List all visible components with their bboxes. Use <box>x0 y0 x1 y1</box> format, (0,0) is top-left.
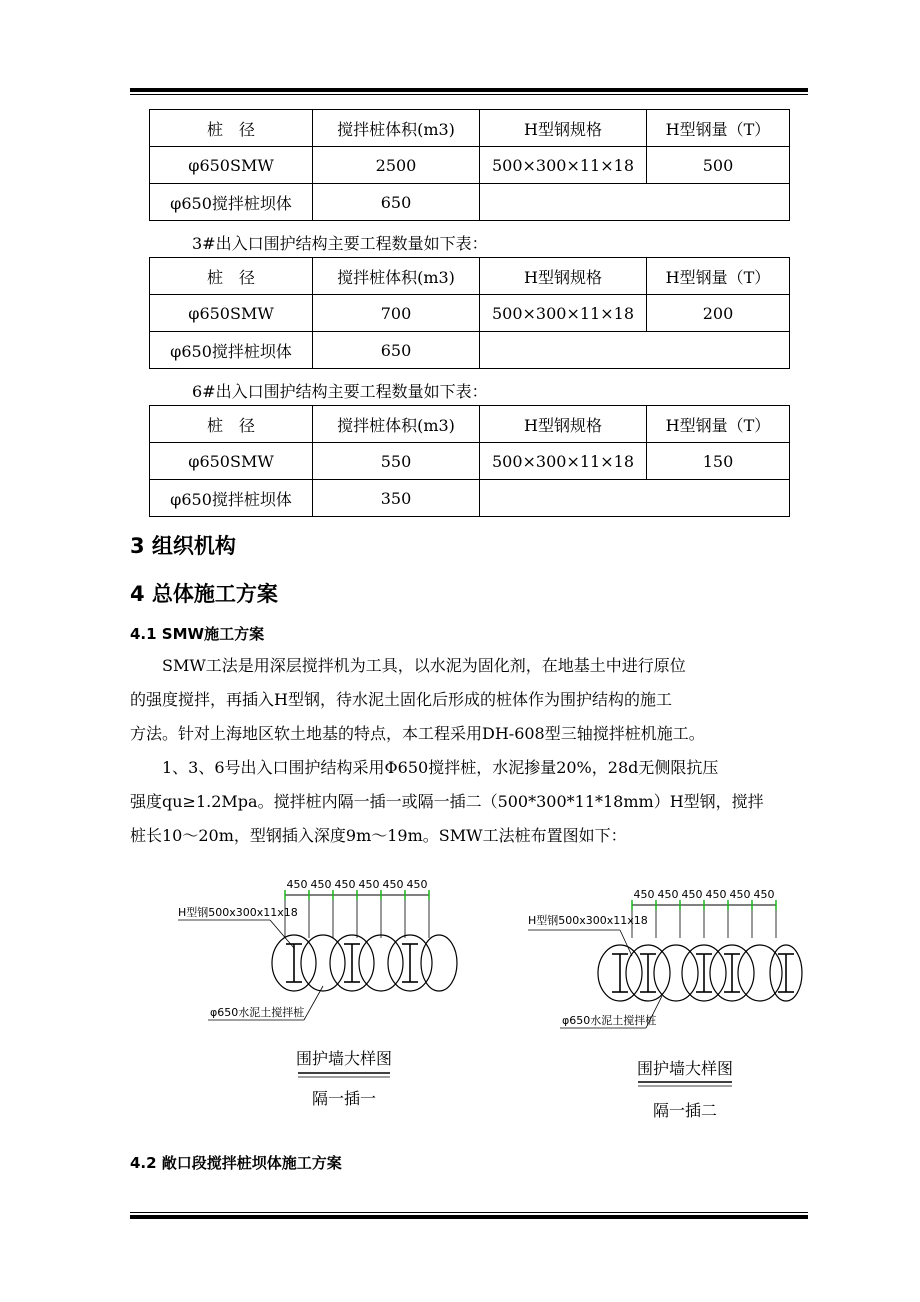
table-cell <box>480 332 647 369</box>
header-cell: 桩 径 <box>150 406 313 443</box>
figure-title: 围护墙大样图 <box>295 1049 393 1068</box>
header-cell: 桩 径 <box>150 110 313 147</box>
table-row <box>150 480 790 517</box>
footer-rule <box>130 1215 808 1219</box>
table-cell: φ650搅拌桩坝体 <box>150 332 313 369</box>
figure-title: 围护墙大样图 <box>636 1059 734 1078</box>
header-cell: 搅拌桩体积(m3) <box>313 258 480 295</box>
pile-label: φ650水泥土搅拌桩 <box>562 1014 657 1027</box>
table-row <box>150 295 790 332</box>
dimension-label: 450 <box>358 878 380 891</box>
section-4-1-heading: 4.1 SMW施工方案 <box>130 625 265 643</box>
table-cell: φ650搅拌桩坝体 <box>150 480 313 517</box>
table-cell: 650 <box>313 184 480 221</box>
table-cell: φ650SMW <box>150 295 313 332</box>
header-cell: H型钢规格 <box>480 258 647 295</box>
dimension-label: 450 <box>286 878 308 891</box>
quantity-table-2 <box>149 257 790 369</box>
figure-drawing <box>170 868 460 1128</box>
header-cell: 搅拌桩体积(m3) <box>313 406 480 443</box>
paragraph-smw-intro <box>130 649 810 751</box>
paragraph-line: 桩长10～20m，型钢插入深度9m～19m。SMW工法桩布置图如下： <box>130 826 627 845</box>
table-cell: 550 <box>313 443 480 480</box>
table-cell: 700 <box>313 295 480 332</box>
table-cell <box>647 480 790 517</box>
table-cell: φ650SMW <box>150 147 313 184</box>
header-cell: H型钢规格 <box>480 110 647 147</box>
figure-subtitle: 隔一插一 <box>311 1089 377 1108</box>
table-cell: 500 <box>647 147 790 184</box>
table-cell: 500×300×11×18 <box>480 443 647 480</box>
section-3-heading: 3 组织机构 <box>130 534 236 558</box>
header-rule <box>130 88 808 92</box>
table-cell: φ650SMW <box>150 443 313 480</box>
paragraph-line: 的强度搅拌，再插入H型钢，待水泥土固化后形成的桩体作为围护结构的施工 <box>130 690 672 709</box>
section-4-heading: 4 总体施工方案 <box>130 582 278 606</box>
table-row <box>150 443 790 480</box>
table-header-row <box>150 406 790 443</box>
figure-alternate-one <box>170 868 460 1128</box>
quantity-table-1 <box>149 109 790 221</box>
figure-subtitle: 隔一插二 <box>652 1101 718 1120</box>
paragraph-line: 强度qu≥1.2Mpa。搅拌桩内隔一插一或隔一插二（500*300*11*18mm）H型钢，搅拌 <box>130 792 764 811</box>
table-row <box>150 184 790 221</box>
table-row <box>150 147 790 184</box>
table-cell <box>647 332 790 369</box>
steel-label: H型钢500x300x11x18 <box>528 914 648 927</box>
paragraph-line: 方法。针对上海地区软土地基的特点，本工程采用DH-608型三轴搅拌桩机施工。 <box>130 724 705 743</box>
table-cell: 150 <box>647 443 790 480</box>
dimension-label: 450 <box>681 888 703 901</box>
dimension-label: 450 <box>310 878 332 891</box>
dimension-label: 450 <box>633 888 655 901</box>
paragraph-smw-spec <box>130 751 810 853</box>
table-cell: 200 <box>647 295 790 332</box>
paragraph-line: 1、3、6号出入口围护结构采用Φ650搅拌桩，水泥掺量20%，28d无侧限抗压 <box>162 758 719 777</box>
table-header-row <box>150 258 790 295</box>
header-cell: H型钢量（T） <box>647 406 790 443</box>
paragraph-line: SMW工法是用深层搅拌机为工具，以水泥为固化剂，在地基土中进行原位 <box>162 656 686 675</box>
table-cell: 650 <box>313 332 480 369</box>
table-cell <box>480 480 647 517</box>
table-header-row <box>150 110 790 147</box>
table-cell <box>480 184 647 221</box>
table-cell: 350 <box>313 480 480 517</box>
table-cell: 2500 <box>313 147 480 184</box>
header-cell: H型钢规格 <box>480 406 647 443</box>
dimension-label: 450 <box>657 888 679 901</box>
table-cell <box>647 184 790 221</box>
section-4-2-heading: 4.2 敞口段搅拌桩坝体施工方案 <box>130 1154 342 1172</box>
table-cell: 500×300×11×18 <box>480 295 647 332</box>
table-cell: 500×300×11×18 <box>480 147 647 184</box>
header-cell: H型钢量（T） <box>647 110 790 147</box>
table-cell: φ650搅拌桩坝体 <box>150 184 313 221</box>
table-row <box>150 332 790 369</box>
steel-label: H型钢500x300x11x18 <box>178 906 298 919</box>
dimension-label: 450 <box>705 888 727 901</box>
figure-alternate-two <box>520 878 805 1136</box>
dimension-label: 450 <box>729 888 751 901</box>
dimension-label: 450 <box>382 878 404 891</box>
table-3-caption: 6#出入口围护结构主要工程数量如下表： <box>192 382 488 401</box>
figure-drawing <box>520 878 805 1136</box>
pile-label: φ650水泥土搅拌桩 <box>210 1006 305 1019</box>
header-cell: 搅拌桩体积(m3) <box>313 110 480 147</box>
dimension-label: 450 <box>753 888 775 901</box>
footer-rule-thin <box>130 1212 808 1213</box>
header-cell: 桩 径 <box>150 258 313 295</box>
header-cell: H型钢量（T） <box>647 258 790 295</box>
table-2-caption: 3#出入口围护结构主要工程数量如下表： <box>192 234 488 253</box>
dimension-label: 450 <box>334 878 356 891</box>
header-rule-thin <box>130 94 808 95</box>
quantity-table-3 <box>149 405 790 517</box>
dimension-label: 450 <box>406 878 428 891</box>
